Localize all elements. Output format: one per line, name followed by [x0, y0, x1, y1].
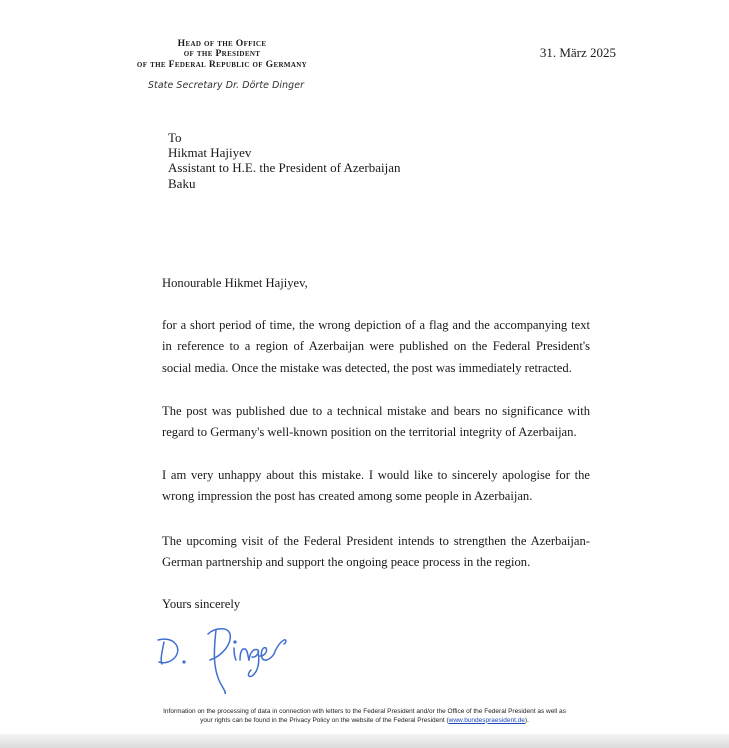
letterhead-line: of the President: [183, 48, 261, 60]
footer-text-end: ).: [524, 716, 529, 724]
body-paragraph: for a short period of time, the wrong depiction of a flag and the accompanying text in reference to a region of Azerbaijan were published on the Federal President's social media. Once the mistake was detected, the post was immediately retracted.: [162, 318, 590, 375]
recipient-address: [168, 130, 401, 191]
website-link[interactable]: www.bundespraesident.de: [448, 716, 525, 724]
body-paragraph: The upcoming visit of the Federal President intends to strengthen the Azerbaijan-German partnership and support the ongoing peace process in the region.: [162, 534, 590, 570]
letterhead: [110, 39, 334, 70]
footer-line: Information on the processing of data in connection with letters to the Federal President and/or the Office of the Federal President as well as: [163, 708, 566, 715]
letterhead-line: of the Federal Republic of Germany: [136, 58, 308, 70]
letter-date: 31. März 2025: [539, 45, 616, 60]
state-secretary-line: State Secretary Dr. Dörte Dinger: [148, 80, 305, 91]
recipient-line: To: [168, 130, 182, 145]
page-edge: [0, 734, 729, 748]
recipient-city: Baku: [168, 175, 196, 191]
footer-line: [110, 717, 619, 726]
letterhead-line: Head of the Office: [177, 38, 267, 49]
privacy-footer: [110, 708, 619, 725]
body-paragraph: I am very unhappy about this mistake. I would like to sincerely apologise for the wrong impression the post has created among some people in Azerbaijan.: [162, 468, 590, 504]
footer-text: your rights can be found in the Privacy Policy on the website of the Federal President (: [200, 716, 449, 724]
handwritten-signature: [150, 612, 300, 694]
recipient-name: Hikmat Hajiyev: [168, 145, 252, 161]
salutation: Honourable Hikmet Hajiyev,: [162, 276, 308, 290]
body-paragraph: The post was published due to a technical mistake and bears no significance with regard to Germany's well-known position on the territorial integrity of Azerbaijan.: [162, 404, 590, 440]
closing: Yours sincerely: [162, 597, 241, 611]
recipient-title: Assistant to H.E. the President of Azerbaijan: [168, 160, 401, 176]
